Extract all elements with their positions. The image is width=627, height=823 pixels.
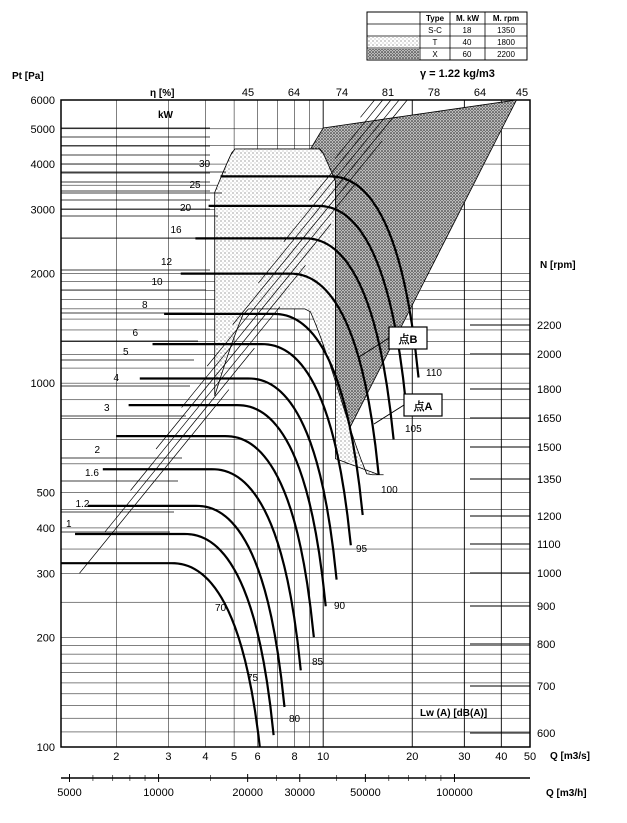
pt-tick-label: 300 <box>36 568 55 581</box>
speed-curve <box>103 469 301 670</box>
efficiency-tick-label: 81 <box>381 87 395 99</box>
sound-tick-label: 80 <box>289 714 301 725</box>
rpm-tick-label: 1800 <box>537 384 562 396</box>
legend-type: S-C <box>428 26 442 35</box>
q-tick-label: 30 <box>458 751 471 763</box>
legend-rpm: 1350 <box>497 26 515 35</box>
power-tick-label: 8 <box>142 300 148 311</box>
power-tick-label: 6 <box>132 328 139 339</box>
sound-tick-label: 70 <box>215 603 227 614</box>
q-tick-label: 10 <box>317 751 330 763</box>
qh-tick-label: 30000 <box>284 787 316 799</box>
speed-curve <box>61 563 262 764</box>
pt-tick-label: 4000 <box>30 159 55 172</box>
efficiency-label: η [%] <box>150 88 175 99</box>
qh-tick-label: 5000 <box>57 787 82 799</box>
rpm-tick-label: 600 <box>537 728 556 740</box>
efficiency-line <box>79 390 228 574</box>
q-tick-label: 5 <box>231 751 238 763</box>
pt-tick-label: 2000 <box>30 268 55 281</box>
power-tick-label: 4 <box>113 373 120 384</box>
legend-header: M. rpm <box>492 14 520 23</box>
sound-tick-label: 105 <box>405 424 422 435</box>
legend-type: X <box>432 50 438 59</box>
legend-rpm: 2200 <box>497 50 515 59</box>
rpm-tick-label: 1650 <box>537 413 562 425</box>
power-tick-label: 3 <box>104 403 110 414</box>
density-note: γ = 1.22 kg/m3 <box>420 68 495 80</box>
pt-tick-label: 400 <box>36 522 55 535</box>
sound-tick-label: 100 <box>381 485 398 496</box>
q-axis-label: Q [m3/s] <box>550 751 591 762</box>
legend-kw: 60 <box>462 50 472 59</box>
qh-tick-label: 10000 <box>143 787 174 799</box>
rpm-tick-label: 1350 <box>537 474 562 486</box>
rpm-tick-label: 1500 <box>537 442 562 454</box>
sound-tick-label: 85 <box>312 657 324 668</box>
legend-swatch <box>368 25 419 35</box>
power-label: kW <box>158 110 173 121</box>
power-tick-label: 1.6 <box>85 468 99 479</box>
legend-rpm: 1800 <box>497 38 515 47</box>
rpm-tick-label: 1200 <box>537 511 562 523</box>
rpm-tick-label: 2000 <box>537 349 562 361</box>
sound-tick-label: 95 <box>356 544 368 555</box>
efficiency-tick-label: 64 <box>287 87 301 99</box>
q-tick-label: 8 <box>291 751 298 763</box>
q-tick-label: 50 <box>523 751 537 763</box>
pt-tick-label: 3000 <box>30 204 55 217</box>
legend-kw: 18 <box>462 26 472 35</box>
rpm-tick-label: 800 <box>537 639 556 651</box>
legend-kw: 40 <box>462 38 472 47</box>
power-tick-label: 16 <box>170 225 182 236</box>
pt-tick-label: 5000 <box>30 123 55 136</box>
q-tick-label: 40 <box>495 751 508 763</box>
annotation-label: 点A <box>413 401 433 413</box>
rpm-tick-label: 700 <box>537 681 556 693</box>
sound-tick-label: 110 <box>426 368 442 379</box>
pt-axis-label: Pt [Pa] <box>12 71 44 82</box>
legend-swatch <box>368 37 419 47</box>
annotation-label: 点B <box>398 334 418 346</box>
power-tick-label: 1.2 <box>75 499 90 510</box>
rpm-tick-label: 1100 <box>537 539 561 551</box>
legend-header: Type <box>425 14 445 23</box>
efficiency-tick-label: 78 <box>427 87 441 99</box>
power-tick-label: 2 <box>94 445 101 456</box>
efficiency-tick-label: 74 <box>335 87 349 99</box>
pt-tick-label: 200 <box>36 632 55 645</box>
efficiency-tick-label: 45 <box>241 87 255 99</box>
qh-axis-label: Q [m3/h] <box>546 788 587 799</box>
legend-swatch <box>368 49 419 59</box>
legend-header: M. kW <box>455 14 480 23</box>
pt-tick-label: 1000 <box>30 378 55 391</box>
power-tick-label: 30 <box>199 159 211 170</box>
legend <box>367 12 527 60</box>
efficiency-tick-label: 45 <box>515 87 529 99</box>
rpm-axis-label: N [rpm] <box>540 260 576 271</box>
q-tick-label: 6 <box>254 751 261 763</box>
pt-tick-label: 500 <box>36 487 55 500</box>
q-tick-label: 20 <box>406 751 419 763</box>
rpm-tick-label: 2200 <box>537 320 562 332</box>
sound-tick-label: 75 <box>247 673 259 684</box>
power-tick-label: 1 <box>66 519 72 530</box>
qh-tick-label: 20000 <box>232 787 263 799</box>
q-tick-label: 3 <box>165 751 172 763</box>
power-tick-label: 25 <box>189 180 201 191</box>
power-tick-label: 5 <box>123 347 129 358</box>
power-tick-label: 12 <box>161 257 173 268</box>
sound-tick-label: 90 <box>334 601 346 612</box>
power-tick-label: 20 <box>180 203 192 214</box>
pt-tick-label: 100 <box>36 742 55 754</box>
legend-type: T <box>432 38 438 47</box>
speed-curve <box>140 378 337 579</box>
q-tick-label: 4 <box>202 751 209 763</box>
power-tick-label: 10 <box>151 277 163 288</box>
qh-tick-label: 100000 <box>436 787 473 799</box>
pt-tick-label: 6000 <box>30 95 55 107</box>
efficiency-tick-label: 64 <box>473 87 487 99</box>
sound-label: Lw (A) [dB(A)] <box>420 708 488 719</box>
rpm-tick-label: 1000 <box>537 568 562 580</box>
efficiency-line <box>105 348 254 532</box>
rpm-tick-label: 900 <box>537 601 556 613</box>
q-tick-label: 2 <box>113 751 120 763</box>
qh-tick-label: 50000 <box>350 787 381 799</box>
